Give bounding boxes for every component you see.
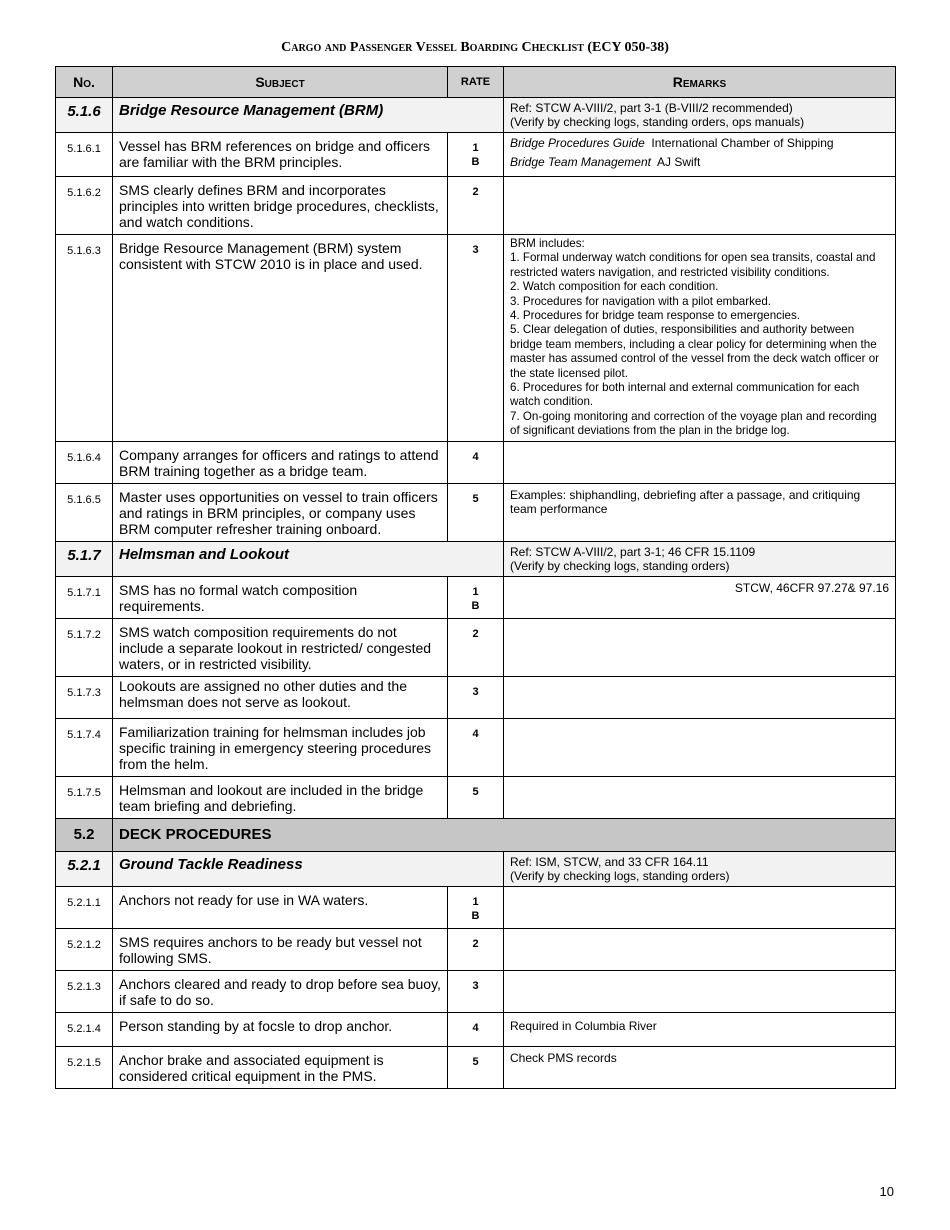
item-subject: Familiarization training for helmsman includes job specific training in emergency steering procedures from the helm. [113, 718, 448, 776]
subsection-ref [504, 98, 896, 133]
subsection-ref [504, 851, 896, 886]
item-remarks: Required in Columbia River [504, 1012, 896, 1046]
table-row [56, 441, 896, 483]
section-title: DECK PROCEDURES [113, 818, 896, 851]
item-rate: 2 [448, 928, 504, 970]
item-rate [448, 133, 504, 177]
page-number: 10 [879, 1184, 894, 1199]
item-number: 5.1.6.1 [56, 133, 113, 177]
item-subject: Anchors not ready for use in WA waters. [113, 886, 448, 928]
item-number: 5.1.6.3 [56, 235, 113, 442]
item-rate: 5 [448, 1046, 504, 1088]
item-rate: 5 [448, 776, 504, 818]
rate-value: 1 [472, 585, 479, 598]
table-row [56, 177, 896, 235]
item-remarks: STCW, 46CFR 97.27& 97.16 [504, 576, 896, 618]
item-number: 5.2.1.3 [56, 970, 113, 1012]
item-remarks [504, 886, 896, 928]
subsection-title: Ground Tackle Readiness [113, 851, 504, 886]
item-subject: SMS has no formal watch composition requirements. [113, 576, 448, 618]
ref-line: (Verify by checking logs, standing orders, ops manuals) [510, 115, 805, 129]
remark-line: 1. Formal underway watch conditions for open sea transits, coastal and restricted waters navigation, and restricted visibility conditions. [510, 251, 876, 279]
remark-line: 5. Clear delegation of duties, responsibilities and authority between bridge team members, including a clear policy for determining when the master has assumed control of the vessel from the deck watch officer or the state licensed pilot. [510, 323, 880, 380]
remark-line: BRM includes: [510, 237, 585, 250]
item-remarks [504, 618, 896, 676]
table-row [56, 970, 896, 1012]
table-row [56, 886, 896, 928]
subsection-title: Helmsman and Lookout [113, 541, 504, 576]
item-remarks [504, 718, 896, 776]
table-row [56, 483, 896, 541]
table-row [56, 618, 896, 676]
item-rate [448, 886, 504, 928]
rate-value: 1 [472, 142, 479, 154]
remark-line: 3. Procedures for navigation with a pilot embarked. [510, 294, 772, 308]
item-subject: Helmsman and lookout are included in the bridge team briefing and debriefing. [113, 776, 448, 818]
table-row [56, 576, 896, 618]
rate-value: B [471, 156, 480, 168]
item-subject: Vessel has BRM references on bridge and officers are familiar with the BRM principles. [113, 133, 448, 177]
ref-line: Ref: STCW A-VIII/2, part 3-1 (B-VIII/2 recommended) [510, 101, 793, 115]
item-subject: Master uses opportunities on vessel to train officers and ratings in BRM principles, or company uses BRM computer refresher training onboard. [113, 483, 448, 541]
item-subject: Anchor brake and associated equipment is considered critical equipment in the PMS. [113, 1046, 448, 1088]
item-rate: 4 [448, 441, 504, 483]
remark-line: 7. On-going monitoring and correction of the voyage plan and recording of significant deviations from the plan in the bridge log. [510, 409, 877, 438]
item-subject: SMS clearly defines BRM and incorporates principles into written bridge procedures, checklists, and watch conditions. [113, 177, 448, 235]
section-number: 5.2 [56, 818, 113, 851]
item-subject: Person standing by at focsle to drop anchor. [113, 1012, 448, 1046]
item-remarks [504, 970, 896, 1012]
item-remarks [504, 776, 896, 818]
rate-value: B [471, 909, 480, 922]
header-subject: Subject [113, 67, 448, 98]
page-title: Cargo and Passenger Vessel Boarding Checklist (ECY 050-38) [281, 40, 669, 55]
item-number: 5.1.7.5 [56, 776, 113, 818]
header-remarks: Remarks [504, 67, 896, 98]
item-subject: SMS requires anchors to be ready but vessel not following SMS. [113, 928, 448, 970]
item-rate: 3 [448, 235, 504, 442]
book-title: Bridge Procedures Guide [510, 136, 645, 150]
subsection-number: 5.2.1 [56, 851, 113, 886]
item-remarks [504, 928, 896, 970]
rate-value: B [471, 599, 480, 612]
item-subject: Bridge Resource Management (BRM) system consistent with STCW 2010 is in place and used. [113, 235, 448, 442]
item-rate: 3 [448, 970, 504, 1012]
item-remarks: Check PMS records [504, 1046, 896, 1088]
table-row [56, 1046, 896, 1088]
item-number: 5.1.7.3 [56, 676, 113, 718]
item-number: 5.2.1.5 [56, 1046, 113, 1088]
book-title: Bridge Team Management [510, 155, 651, 169]
item-number: 5.1.6.2 [56, 177, 113, 235]
item-number: 5.1.6.5 [56, 483, 113, 541]
item-number: 5.1.7.4 [56, 718, 113, 776]
item-subject: Company arranges for officers and ratings to attend BRM training together as a bridge team. [113, 441, 448, 483]
item-rate: 4 [448, 1012, 504, 1046]
rate-value: 1 [472, 895, 479, 908]
header-no: No. [56, 67, 113, 98]
item-subject: Anchors cleared and ready to drop before sea buoy, if safe to do so. [113, 970, 448, 1012]
remark-line: 2. Watch composition for each condition. [510, 280, 719, 294]
subsection-title: Bridge Resource Management (BRM) [113, 98, 504, 133]
item-number: 5.2.1.2 [56, 928, 113, 970]
item-number: 5.1.7.2 [56, 618, 113, 676]
book-publisher: International Chamber of Shipping [651, 136, 834, 150]
ref-line: Ref: STCW A-VIII/2, part 3-1; 46 CFR 15.1109 [510, 544, 756, 559]
subsection-ref [504, 541, 896, 576]
subsection-row [56, 851, 896, 886]
subsection-row [56, 98, 896, 133]
item-remarks: Examples: shiphandling, debriefing after a passage, and critiquing team performance [504, 483, 896, 541]
table-row [56, 1012, 896, 1046]
item-rate: 4 [448, 718, 504, 776]
ref-line: (Verify by checking logs, standing orders) [510, 868, 730, 883]
subsection-row [56, 541, 896, 576]
item-rate: 5 [448, 483, 504, 541]
item-rate: 2 [448, 177, 504, 235]
table-row [56, 235, 896, 442]
item-subject: SMS watch composition requirements do not include a separate lookout in restricted/ congested waters, or in restricted visibility. [113, 618, 448, 676]
ref-line: Ref: ISM, STCW, and 33 CFR 164.11 [510, 854, 709, 869]
item-subject: Lookouts are assigned no other duties and the helmsman does not serve as lookout. [113, 676, 448, 718]
subsection-number: 5.1.7 [56, 541, 113, 576]
table-header-row [56, 67, 896, 98]
remark-line: 6. Procedures for both internal and external communication for each watch condition. [510, 381, 860, 409]
table-row [56, 928, 896, 970]
item-number: 5.1.6.4 [56, 441, 113, 483]
item-number: 5.2.1.4 [56, 1012, 113, 1046]
subsection-number: 5.1.6 [56, 98, 113, 133]
item-remarks [504, 133, 896, 177]
item-rate [448, 576, 504, 618]
item-number: 5.2.1.1 [56, 886, 113, 928]
book-author: AJ Swift [657, 155, 701, 169]
item-remarks [504, 177, 896, 235]
section-row [56, 818, 896, 851]
table-row [56, 133, 896, 177]
item-number: 5.1.7.1 [56, 576, 113, 618]
checklist-table [55, 66, 896, 1089]
table-row [56, 718, 896, 776]
item-remarks [504, 441, 896, 483]
item-remarks [504, 235, 896, 442]
remark-line: 4. Procedures for bridge team response to emergencies. [510, 309, 800, 323]
item-rate: 2 [448, 618, 504, 676]
table-row [56, 676, 896, 718]
reference-book [510, 153, 889, 172]
item-rate: 3 [448, 676, 504, 718]
table-row [56, 776, 896, 818]
reference-book [510, 134, 889, 153]
header-rate: RATE [448, 67, 504, 98]
ref-line: (Verify by checking logs, standing orders) [510, 558, 730, 573]
item-remarks [504, 676, 896, 718]
